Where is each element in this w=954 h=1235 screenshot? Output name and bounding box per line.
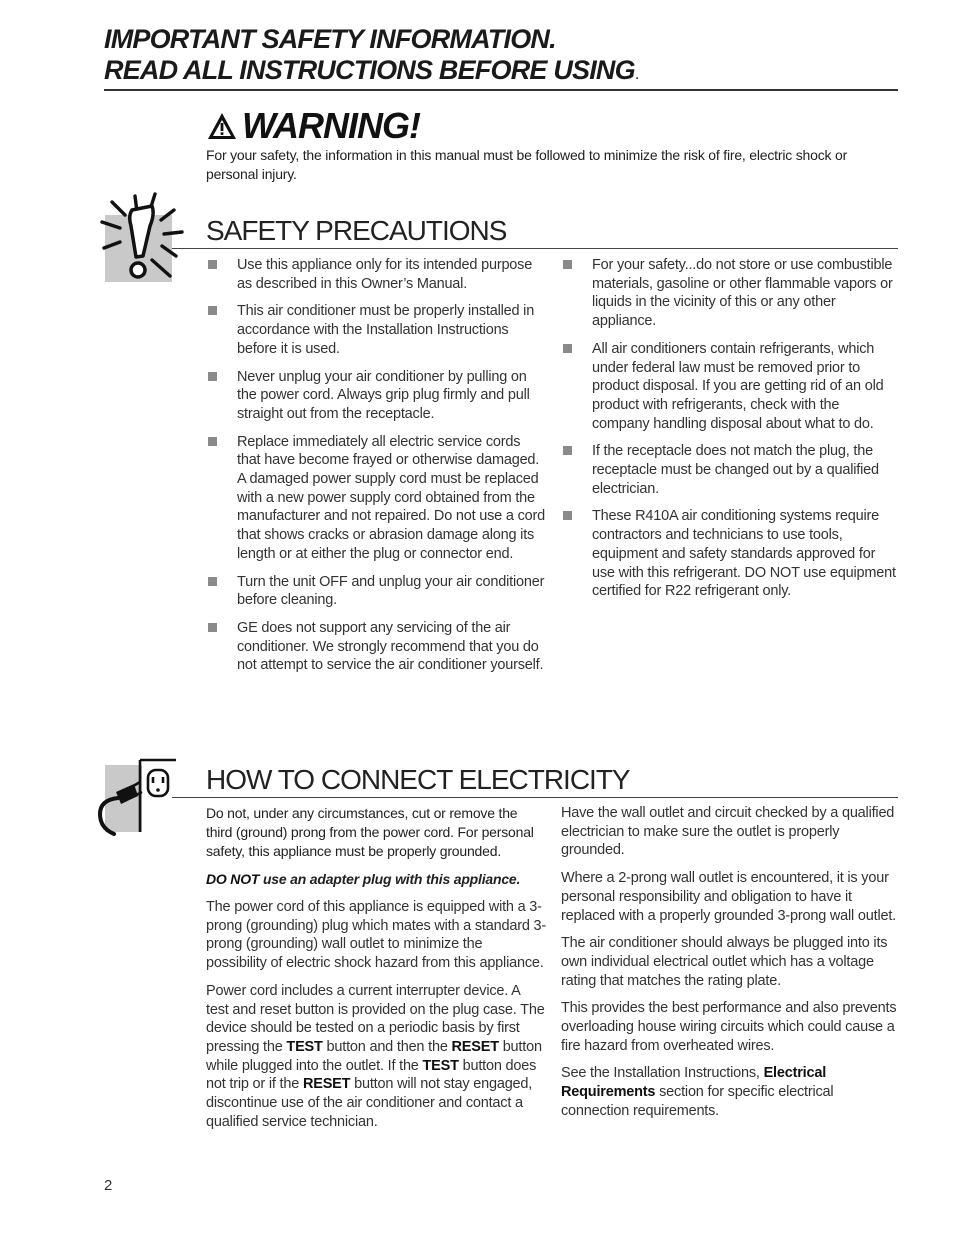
safety-item-text: For your safety...do not store or use combustible materials, gasoline or other flammable vapors or liquids in the vicinity of this or any other appliance. [592,257,893,330]
adapter-plug-bold: DO NOT [206,871,260,887]
interrupter-text-b: button and then the [322,1038,452,1055]
bullet-square-icon [208,372,217,381]
individual-outlet-paragraph: The air conditioner should always be plugged into its own individual electrical outlet which has a voltage rating that matches the rating plate. [561,935,888,989]
header-line-1: IMPORTANT SAFETY INFORMATION. [104,24,556,54]
reset-label: RESET [451,1038,499,1055]
outlet-check-paragraph: Have the wall outlet and circuit checked by a qualified electrician to make sure the outlet is properly grounded. [561,805,895,859]
bullet-square-icon [208,306,217,315]
ground-prong-paragraph: Do not, under any circumstances, cut or remove the third (ground) prong from the power cord. For personal safety, this appliance must be properly grounded. [206,805,534,859]
warning-title: WARNING! [242,105,420,146]
installation-text-a: See the Installation Instructions, [561,1065,764,1082]
safety-item [561,256,898,331]
safety-right-column [561,256,898,610]
safety-item-text: All air conditioners contain refrigerants, which under federal law must be removed prior to product disposal. If you are getting rid of an old product with refrigerants, check with the company handling disposal about what to do. [592,340,884,432]
safety-item-text: Never unplug your air conditioner by pulling on the power cord. Always grip plug firmly and pull straight out from the receptacle. [237,368,530,422]
safety-item [206,433,546,564]
adapter-plug-paragraph [206,870,546,889]
electricity-left-column [206,804,546,1140]
installation-text-b: section for specific electrical connection requirements. [561,1084,834,1119]
bullet-square-icon [563,511,572,520]
interrupter-text-a: Power cord includes a current interrupter device. A test and reset button is provided on the plug case. The device should be tested on a periodic basis by first pressing the [206,982,545,1055]
safety-precautions-title: SAFETY PRECAUTIONS [206,215,507,246]
electrical-requirements-label: Electrical Requirements [561,1065,827,1101]
header-line-2-period: . [634,66,639,83]
safety-item [206,368,546,424]
reset-label: RESET [302,1076,351,1093]
connect-electricity-title: HOW TO CONNECT ELECTRICITY [206,764,630,795]
bullet-square-icon [208,260,217,269]
bullet-square-icon [563,260,572,269]
safety-item-text: If the receptacle does not match the plug, the receptacle must be changed out by a qualified electrician. [592,443,879,497]
safety-left-column [206,256,546,684]
test-label: TEST [286,1038,323,1055]
bullet-square-icon [208,437,217,446]
interrupter-text-d: button does not trip or if the [206,1057,537,1093]
warning-heading [206,104,420,148]
safety-item-text: These R410A air conditioning systems require contractors and technicians to use tools, equipment and safety standards approved for use with this refrigerant. DO NOT use equipment certified for R22 refrigerant only. [592,508,896,600]
interrupter-text-e: button will not stay engaged, discontinue use of the air conditioner and contact a qualified service technician. [206,1076,533,1130]
header-line-2-text: READ ALL INSTRUCTIONS BEFORE USING [104,55,635,85]
safety-item [561,340,898,434]
safety-item-text: Use this appliance only for its intended purpose as described in this Owner’s Manual. [237,257,533,292]
page-header [104,24,898,90]
power-cord-paragraph: The power cord of this appliance is equipped with a 3-prong (grounding) plug which mates with a standard 3-prong (grounding) wall outlet to minimize the possibility of electric shock hazard from this appliance. [206,899,547,972]
safety-item [206,619,546,675]
safety-item [561,442,898,498]
performance-paragraph: This provides the best performance and also prevents overloading house wiring circuits which could cause a fire hazard from overheated wires. [561,1000,897,1054]
safety-item-text: GE does not support any servicing of the air conditioner. We strongly recommend that you do not attempt to service the air conditioner yourself. [237,619,544,674]
safety-precautions-rule [172,248,898,249]
interrupter-device-paragraph [206,982,546,1132]
plug-outlet-icon [92,758,182,840]
safety-item [206,573,546,610]
safety-item-text: This air conditioner must be properly installed in accordance with the Installation Instructions before it is used. [237,303,535,357]
safety-item-text: Turn the unit OFF and unplug your air conditioner before cleaning. [237,573,545,609]
page-number: 2 [104,1177,113,1194]
electricity-right-column [561,804,898,1130]
header-rule [104,89,898,91]
adapter-plug-text: use an adapter plug with this appliance. [259,871,521,887]
interrupter-text-c: button while plugged into the outlet. If the [206,1038,542,1074]
header-line-2 [104,55,898,90]
safety-item [206,302,546,358]
test-label: TEST [422,1057,459,1074]
bullet-square-icon [208,577,217,586]
bullet-square-icon [208,623,217,632]
safety-item [206,256,546,293]
warning-triangle-icon [206,111,238,141]
bullet-square-icon [563,344,572,353]
connect-electricity-rule [172,797,898,798]
safety-item-text: Replace immediately all electric service cords that have become frayed or otherwise damaged. A damaged power supply cord must be replaced with a new power supply cord obtained from the manufacturer and not repaired. Do not use a cord that shows cracks or abrasion damage along its length or at either the plug or connector end. [237,433,545,562]
safety-item [561,507,898,601]
two-prong-paragraph: Where a 2-prong wall outlet is encountered, it is your personal responsibility and obligation to have it replaced with a properly grounded 3-prong wall outlet. [561,870,896,924]
alert-exclamation-icon [92,190,192,290]
bullet-square-icon [563,446,572,455]
installation-reference-paragraph [561,1064,898,1120]
warning-text: For your safety, the information in this manual must be followed to minimize the risk of fire, electric shock or personal injury. [206,147,848,182]
